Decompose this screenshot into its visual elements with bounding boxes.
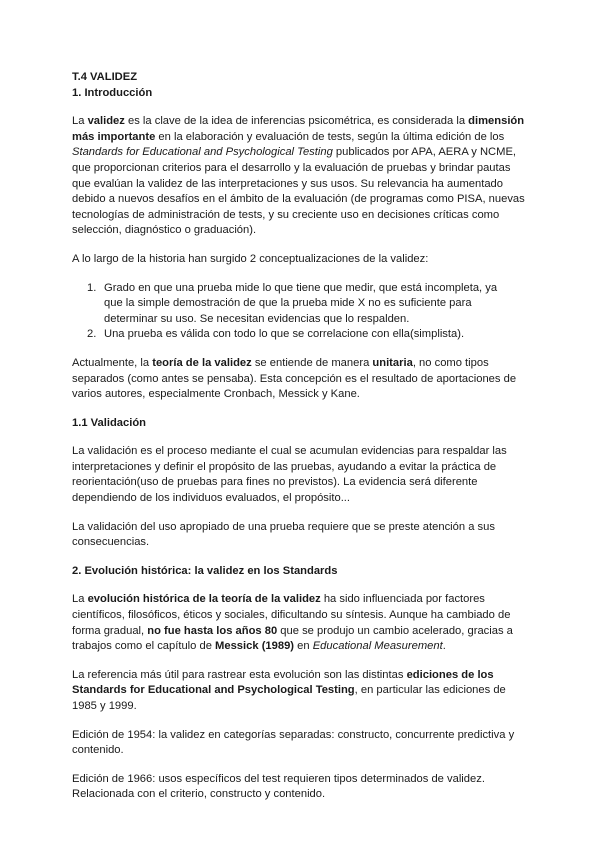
list-item: 1. Grado en que una prueba mide lo que tiene que medir, que está incompleta, ya que la simple demostración de que la prueba mide X no es suficiente para determinar su uso. Se necesitan evidencias que lo respalden. — [87, 281, 498, 325]
section-1-title: 1. Introducción — [72, 86, 153, 99]
edition-1954-paragraph: Edición de 1954: la validez en categorías separadas: constructo, concurrente predictiva y contenido. — [72, 728, 515, 757]
historical-evolution-paragraph: La evolución histórica de la teoría de la validez ha sido influenciada por factores científicos, filosóficos, éticos y sociales, dificultando su síntesis. Aunque ha cambiado de forma gradual, no fue hasta los años 80 que se produjo un cambio acelerado, gracias a trabajos como el capítulo de Messick (1989) en Educational Measurement. — [72, 593, 513, 653]
standards-editions-paragraph: La referencia más útil para rastrear esta evolución son las distintas ediciones de los Standards for Educational and Psychological Testing, en particular las ediciones de 1985 y 1999. — [72, 668, 506, 712]
unitary-theory-paragraph: Actualmente, la teoría de la validez se entiende de manera unitaria, no como tipos separados (como antes se pensaba). Esta concepción es el resultado de aportaciones de varios autores, especialmente Cronbach, Messick y Kane. — [72, 356, 517, 401]
intro-paragraph: La validez es la clave de la idea de inferencias psicométrica, es considerada la dimensión más importante en la elaboración y evaluación de tests, según la última edición de los Standards for Educational and Psychological Testing publicados por APA, AERA y NCME, que proporcionan criterios para el desarrollo y la evaluación de pruebas y brindar pautas que evalúan la validez de las interpretaciones y sus usos. Su relevancia ha aumentado debido a nuevos desafíos en el ámbito de la evaluación (de programas como PISA, nuevas tecnologías de administración de tests, y su creciente uso en decisiones críticas como selección, diagnóstico o graduación). — [72, 115, 525, 237]
conceptualizations-list — [72, 281, 528, 343]
conceptualizations-intro: A lo largo de la historia han surgido 2 conceptualizaciones de la validez: — [72, 252, 429, 265]
list-item: 2. Una prueba es válida con todo lo que se correlacione con ella(simplista). — [87, 328, 465, 341]
edition-1966-paragraph: Edición de 1966: usos específicos del test requieren tipos determinados de validez. Relacionada con el criterio, constructo y contenido. — [72, 772, 485, 801]
section-2-title: 2. Evolución histórica: la validez en los Standards — [72, 564, 338, 577]
topic-title: T.4 VALIDEZ — [72, 71, 138, 83]
section-1-1-title: 1.1 Validación — [72, 416, 146, 429]
validation-paragraph: La validación es el proceso mediante el cual se acumulan evidencias para respaldar las interpretaciones y definir el propósito de las pruebas, ayudando a evitar la práctica de reorientación(uso de pruebas para fines no previstos). La evidencia será diferente dependiendo de los individuos evaluados, el propósito... — [72, 445, 507, 505]
consequences-paragraph: La validación del uso apropiado de una prueba requiere que se preste atención a sus consecuencias. — [72, 520, 495, 549]
